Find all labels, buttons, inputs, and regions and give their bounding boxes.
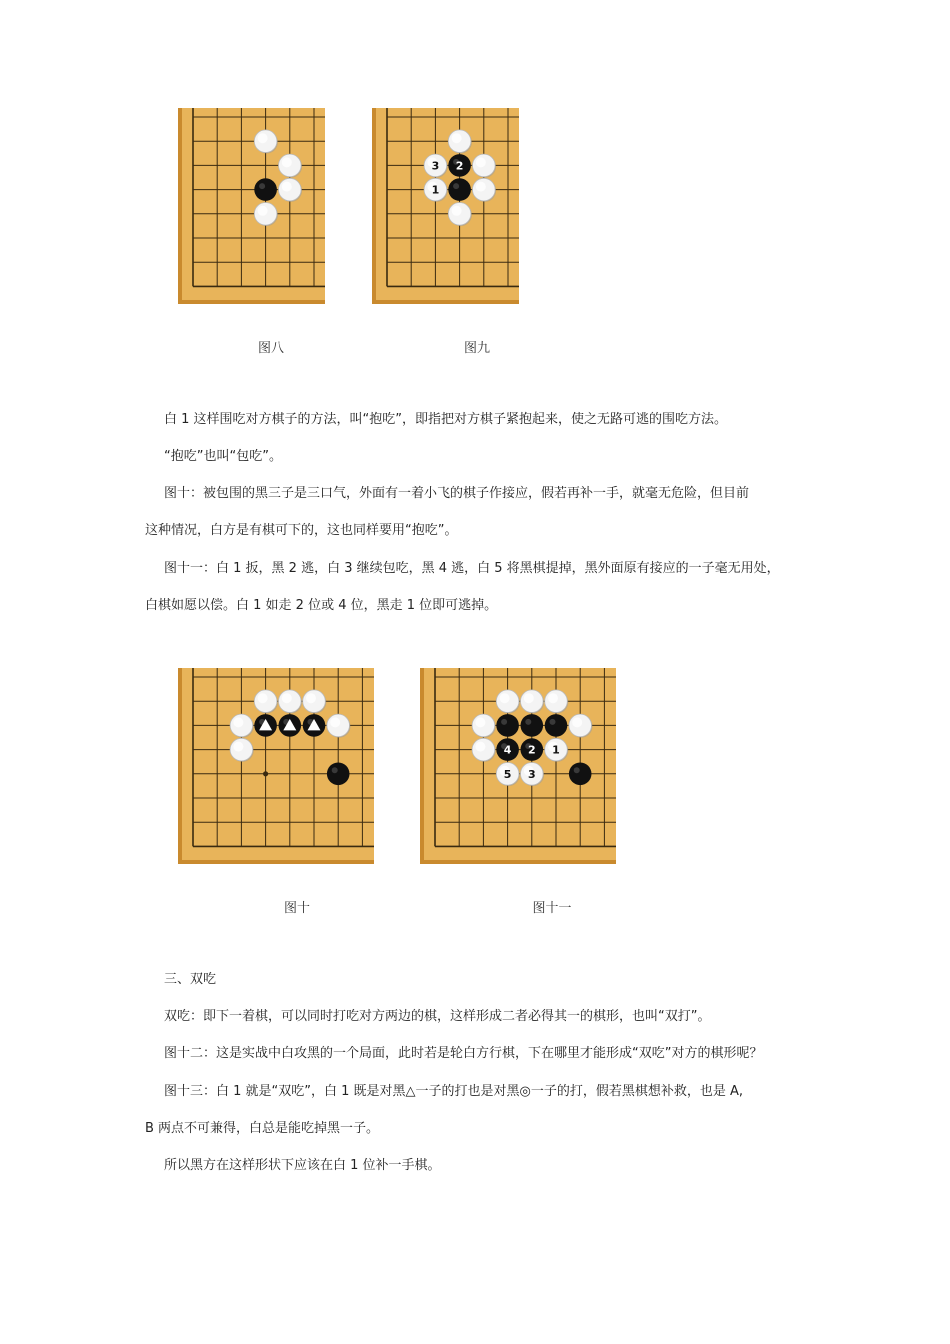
- figure-caption: 图九: [463, 341, 490, 356]
- paragraph: 这种情况，白方是有棋可下的，这也同样要用“抱吃”。: [145, 523, 458, 538]
- black-stone: [279, 714, 302, 737]
- move-number: 1: [431, 183, 440, 197]
- paragraph: 图十三：白 1 就是“双吃”，白 1 既是对黑△一子的打也是对黑◎一子的打，假若黑棋想补救，也是 A,: [164, 1084, 744, 1099]
- board-edge: [178, 668, 182, 864]
- paragraph: 图十：被包围的黑三子是三口气，外面有一着小飞的棋子作接应，假若再补一手，就毫无危险，但目前: [164, 486, 750, 501]
- board-edge: [420, 668, 424, 864]
- go-board: [178, 108, 325, 304]
- black-stone: [569, 763, 592, 786]
- paragraph: 图十二：这是实战中白攻黑的一个局面，此时若是轮白方行棋，下在哪里才能形成“双吃”对方的棋形呢？: [164, 1046, 763, 1061]
- paragraph: B 两点不可兼得，白总是能吃掉黑一子。: [145, 1121, 380, 1136]
- go-board: [420, 668, 616, 864]
- black-stone: [254, 714, 277, 737]
- black-stone: [303, 714, 326, 737]
- black-stone: [448, 154, 471, 177]
- black-stone: [327, 763, 350, 786]
- black-stone: [254, 178, 277, 201]
- move-number: 2: [527, 743, 536, 757]
- board-background: [178, 108, 325, 304]
- star-point: [263, 771, 268, 776]
- go-board: [372, 108, 519, 304]
- black-stone: [521, 738, 544, 761]
- move-number: 1: [552, 743, 560, 757]
- black-stone: [545, 714, 568, 737]
- board-edge: [372, 108, 376, 304]
- black-stone: [448, 178, 471, 201]
- move-number: 4: [503, 743, 512, 757]
- section-heading: 三、双吃: [164, 972, 217, 987]
- paragraph: 白棋如愿以偿。白 1 如走 2 位或 4 位，黑走 1 位即可逃掉。: [145, 598, 498, 613]
- black-stone: [496, 714, 519, 737]
- board-edge: [420, 860, 616, 864]
- board-edge: [372, 300, 519, 304]
- move-number: 3: [431, 159, 440, 173]
- move-number: 5: [503, 767, 512, 781]
- board-edge: [178, 108, 182, 304]
- figure-caption: 图十: [283, 901, 310, 916]
- figure-caption: 图八: [257, 341, 284, 356]
- figure-caption: 图十一: [532, 901, 572, 916]
- move-number: 2: [455, 159, 464, 173]
- paragraph: 图十一：白 1 扳，黑 2 逃，白 3 继续包吃，黑 4 逃，白 5 将黑棋提掉，黑外面原有接应的一子毫无用处，: [164, 561, 780, 576]
- board-edge: [178, 860, 374, 864]
- paragraph: 双吃：即下一着棋，可以同时打吃对方两边的棋，这样形成二者必得其一的棋形，也叫“双打”。: [164, 1009, 711, 1024]
- board-background: [372, 108, 519, 304]
- paragraph: “抱吃”也叫“包吃”。: [164, 449, 282, 464]
- board-edge: [178, 300, 325, 304]
- move-number: 3: [527, 767, 536, 781]
- black-stone: [496, 738, 519, 761]
- black-stone: [521, 714, 544, 737]
- go-board: [178, 668, 374, 864]
- paragraph: 所以黑方在这样形状下应该在白 1 位补一手棋。: [164, 1158, 441, 1173]
- paragraph: 白 1 这样围吃对方棋子的方法，叫“抱吃”，即指把对方棋子紧抱起来，使之无路可逃的围吃方法。: [164, 412, 728, 427]
